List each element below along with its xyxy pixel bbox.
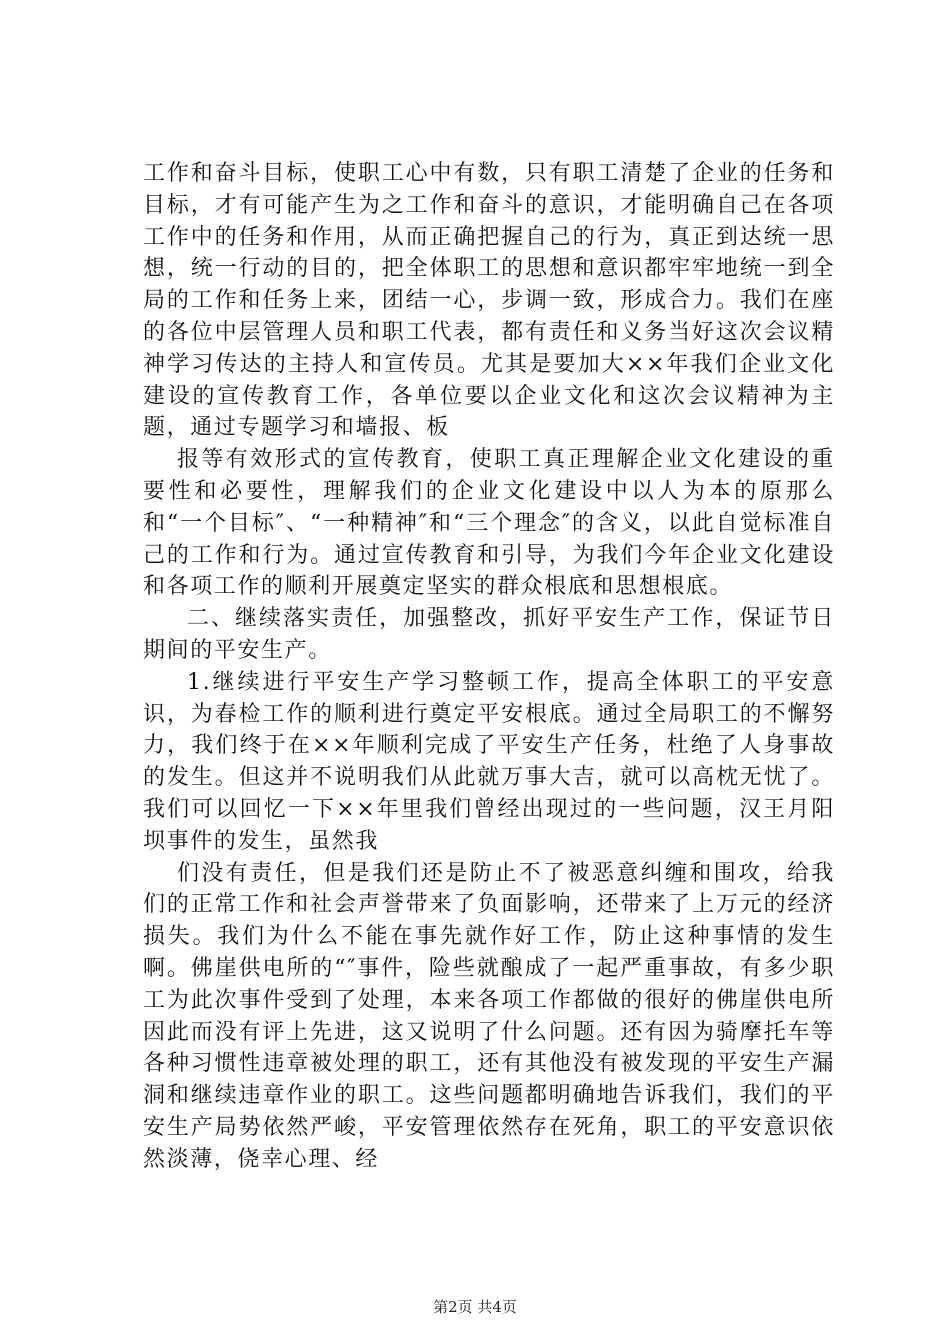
paragraph-5: 们没有责任，但是我们还是防止不了被恶意纠缠和围攻，给我们的正常工作和社会声誉带来了负面影响，还带来了上万元的经济损失。我们为什么不能在事先就作好工作，防止这种事情的发生啊。佛崖供电所的“″事件，险些就酿成了一起严重事故，有多少职工为此次事件受到了处理，本来各项工作都做的很好的佛崖供电所因此而没有评上先进，这又说明了什么问题。还有因为骑摩托车等各种习惯性违章被处理的职工，还有其他没有被发现的平安生产漏洞和继续违章作业的职工。这些问题都明确地告诉我们，我们的平安生产局势依然严峻，平安管理依然存在死角，职工的平安意识依然淡薄，侥幸心理、经 [143,860,835,1172]
page-number-footer: 第2页 共4页 [433,1298,517,1316]
paragraph-2: 报等有效形式的宣传教育，使职工真正理解企业文化建设的重要性和必要性，理解我们的企业文化建设中以人为本的原那么和“一个目标″、“一种精神″和“三个理念″的含义，以此自觉标准自己的工作和行为。通过宣传教育和引导，为我们今年企业文化建设和各项工作的顺利开展奠定坚实的群众根底和思想根底。 [143,447,835,600]
section-heading-2: 二、继续落实责任，加强整改，抓好平安生产工作，保证节日期间的平安生产。 [143,606,835,663]
paragraph-1: 工作和奋斗目标，使职工心中有数，只有职工清楚了企业的任务和目标，才有可能产生为之工作和奋斗的意识，才能明确自己在各项工作中的任务和作用，从而正确把握自己的行为，真正到达统一思想，统一行动的目的，把全体职工的思想和意识都牢牢地统一到全局的工作和任务上来，团结一心，步调一致，形成合力。我们在座的各位中层管理人员和职工代表，都有责任和义务当好这次会议精神学习传达的主持人和宣传员。尤其是要加大××年我们企业文化建设的宣传教育工作，各单位要以企业文化和这次会议精神为主题，通过专题学习和墙报、板 [143,161,835,441]
document-body [143,158,835,1176]
paragraph-item-1: 1.继续进行平安生产学习整顿工作，提高全体职工的平安意识，为春检工作的顺利进行奠定平安根底。通过全局职工的不懈努力，我们终于在××年顺利完成了平安生产任务，杜绝了人身事故的发生。但这并不说明我们从此就万事大吉，就可以高枕无忧了。我们可以回忆一下××年里我们曾经出现过的一些问题，汉王月阳坝事件的发生，虽然我 [143,669,835,854]
